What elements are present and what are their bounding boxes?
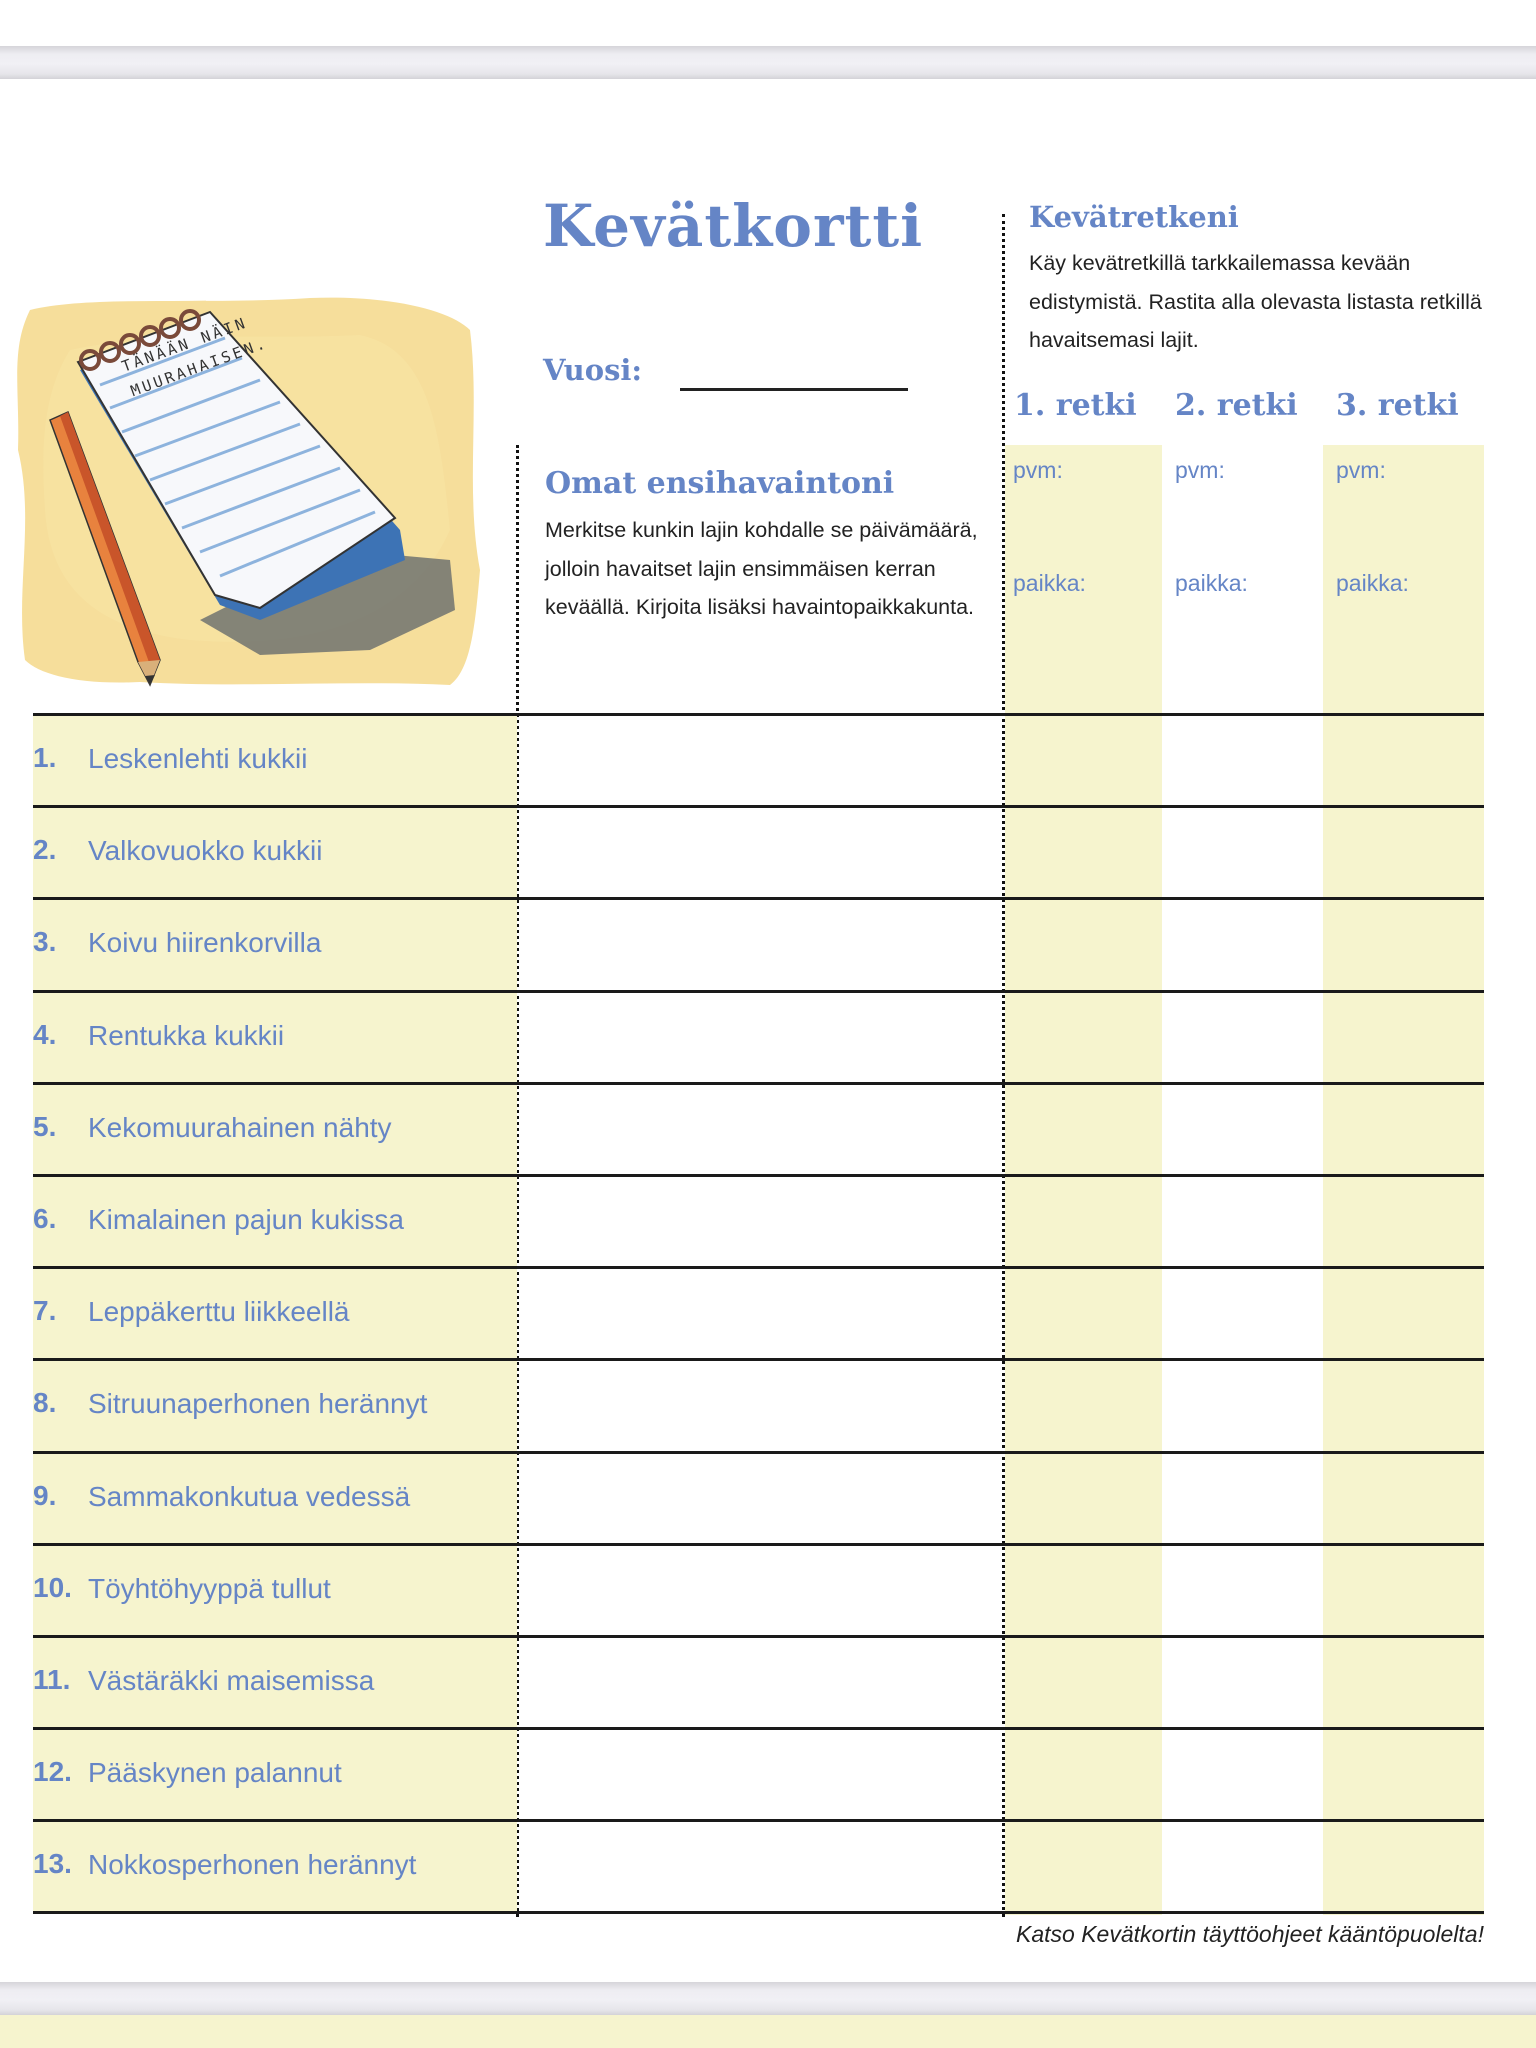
- top-page-separator: [0, 46, 1536, 79]
- species-name: Sitruunaperhonen herännyt: [88, 1388, 428, 1420]
- year-label: Vuosi:: [543, 353, 643, 387]
- species-number: 5.: [33, 1110, 57, 1142]
- trip-3-check-cell[interactable]: [1323, 900, 1484, 989]
- first-observation-cell[interactable]: [519, 1085, 1003, 1174]
- species-number: 4.: [33, 1018, 57, 1050]
- species-name: Sammakonkutua vedessä: [88, 1480, 411, 1512]
- species-number: 9.: [33, 1479, 57, 1511]
- species-number: 3.: [33, 926, 57, 958]
- species-row: [33, 1266, 1484, 1358]
- trip-2-check-cell[interactable]: [1162, 1269, 1323, 1358]
- species-number: 6.: [33, 1202, 57, 1234]
- species-name: Valkovuokko kukkii: [88, 835, 323, 867]
- trip-2-date-field[interactable]: pvm:: [1175, 457, 1225, 483]
- trip-3-check-cell[interactable]: [1323, 1085, 1484, 1174]
- trips-title: Kevätretkeni: [1029, 200, 1239, 234]
- first-observation-cell[interactable]: [519, 993, 1003, 1082]
- species-name: Koivu hiirenkorvilla: [88, 927, 322, 959]
- trip-2-check-cell[interactable]: [1162, 1546, 1323, 1635]
- trip-3-check-cell[interactable]: [1323, 1269, 1484, 1358]
- species-row: [33, 990, 1484, 1082]
- trip-1-check-cell[interactable]: [1005, 1730, 1162, 1819]
- species-name: Leppäkerttu liikkeellä: [88, 1296, 350, 1328]
- trip-1-header: 1. retki: [1014, 388, 1137, 423]
- trip-1-date-field[interactable]: pvm:: [1013, 457, 1063, 483]
- trip-2-check-cell[interactable]: [1162, 808, 1323, 897]
- own-observations-title: Omat ensihavaintoni: [545, 466, 895, 501]
- first-observation-cell[interactable]: [519, 1638, 1003, 1727]
- trip-1-check-cell[interactable]: [1005, 1085, 1162, 1174]
- first-observation-cell[interactable]: [519, 1454, 1003, 1543]
- species-row: [33, 1174, 1484, 1266]
- trip-3-check-cell[interactable]: [1323, 808, 1484, 897]
- species-label-cell: [33, 808, 517, 897]
- species-name: Nokkosperhonen herännyt: [88, 1849, 417, 1881]
- first-observation-cell[interactable]: [519, 1177, 1003, 1266]
- trip-3-check-cell[interactable]: [1323, 1730, 1484, 1819]
- trip-3-check-cell[interactable]: [1323, 1822, 1484, 1911]
- species-row: [33, 805, 1484, 897]
- trip-1-check-cell[interactable]: [1005, 1269, 1162, 1358]
- trip-2-place-field[interactable]: paikka:: [1175, 570, 1248, 596]
- species-name: Pääskynen palannut: [88, 1757, 342, 1789]
- trip-3-check-cell[interactable]: [1323, 1546, 1484, 1635]
- trip-1-check-cell[interactable]: [1005, 808, 1162, 897]
- trip-1-check-cell[interactable]: [1005, 1822, 1162, 1911]
- species-label-cell: [33, 1361, 517, 1450]
- species-number: 12.: [33, 1756, 72, 1788]
- trip-1-check-cell[interactable]: [1005, 1177, 1162, 1266]
- species-label-cell: [33, 900, 517, 989]
- species-row: [33, 1819, 1484, 1911]
- trip-3-header: 3. retki: [1336, 388, 1459, 423]
- species-table: [33, 713, 1484, 1914]
- trip-2-header: 2. retki: [1175, 388, 1298, 423]
- species-label-cell: [33, 1177, 517, 1266]
- table-bottom-rule: [33, 1911, 1484, 1914]
- species-name: Töyhtöhyyppä tullut: [88, 1572, 331, 1604]
- trip-3-check-cell[interactable]: [1323, 1361, 1484, 1450]
- trip-1-check-cell[interactable]: [1005, 1546, 1162, 1635]
- species-row: [33, 1451, 1484, 1543]
- trip-3-check-cell[interactable]: [1323, 1454, 1484, 1543]
- species-row: [33, 1082, 1484, 1174]
- species-label-cell: [33, 1269, 517, 1358]
- first-observation-cell[interactable]: [519, 716, 1003, 805]
- trip-3-check-cell[interactable]: [1323, 1177, 1484, 1266]
- species-row: [33, 1727, 1484, 1819]
- card-title: Kevätkortti: [543, 192, 924, 260]
- first-observation-cell[interactable]: [519, 1546, 1003, 1635]
- trip-1-check-cell[interactable]: [1005, 900, 1162, 989]
- own-observations-instructions: Merkitse kunkin lajin kohdalle se päivämäärä, jolloin havaitset lajin ensimmäisen kerran keväällä. Kirjoita lisäksi havaintopaikkakunta.: [545, 518, 978, 619]
- first-observation-cell[interactable]: [519, 1269, 1003, 1358]
- species-label-cell: [33, 1454, 517, 1543]
- species-row: [33, 1543, 1484, 1635]
- trip-1-place-field[interactable]: paikka:: [1013, 570, 1086, 596]
- trip-1-check-cell[interactable]: [1005, 716, 1162, 805]
- trip-2-check-cell[interactable]: [1162, 1177, 1323, 1266]
- first-observation-cell[interactable]: [519, 808, 1003, 897]
- trip-3-check-cell[interactable]: [1323, 993, 1484, 1082]
- species-row: [33, 1635, 1484, 1727]
- species-name: Leskenlehti kukkii: [88, 743, 308, 774]
- trip-1-check-cell[interactable]: [1005, 1361, 1162, 1450]
- species-row: [33, 713, 1484, 805]
- trip-1-check-cell[interactable]: [1005, 1454, 1162, 1543]
- trip-2-check-cell[interactable]: [1162, 1085, 1323, 1174]
- species-name: Kimalainen pajun kukissa: [88, 1203, 404, 1235]
- species-name: Kekomuurahainen nähty: [88, 1111, 392, 1143]
- trip-3-place-field[interactable]: paikka:: [1336, 570, 1409, 596]
- trip-3-date-field[interactable]: pvm:: [1336, 457, 1386, 483]
- trip-2-check-cell[interactable]: [1162, 993, 1323, 1082]
- species-number: 7.: [33, 1295, 57, 1327]
- notebook-handwritten-text: TÄNÄÄN NÄIN MUURAHAISEN.: [119, 313, 271, 401]
- species-number: 11.: [33, 1663, 71, 1695]
- trip-2-check-cell[interactable]: [1162, 716, 1323, 805]
- first-observation-cell[interactable]: [519, 1361, 1003, 1450]
- species-label-cell: [33, 1085, 517, 1174]
- bottom-page-separator: [0, 1982, 1536, 2015]
- next-page-edge: [0, 2015, 1536, 2048]
- trips-instructions: Käy kevätretkillä tarkkailemassa kevään edistymistä. Rastita alla olevasta listasta retkillä havaitsemasi lajit.: [1029, 251, 1482, 352]
- species-row: [33, 1358, 1484, 1450]
- species-label-cell: [33, 993, 517, 1082]
- species-name: Västäräkki maisemissa: [88, 1664, 375, 1696]
- trip-3-check-cell[interactable]: [1323, 716, 1484, 805]
- species-number: 2.: [33, 834, 57, 866]
- trip-1-check-cell[interactable]: [1005, 993, 1162, 1082]
- species-row: [33, 897, 1484, 989]
- year-input-line[interactable]: [680, 388, 908, 391]
- first-observation-cell[interactable]: [519, 1822, 1003, 1911]
- species-name: Rentukka kukkii: [88, 1019, 285, 1051]
- species-label-cell: [33, 1730, 517, 1819]
- trip-1-check-cell[interactable]: [1005, 1638, 1162, 1727]
- species-label-cell: [33, 1638, 517, 1727]
- species-label-cell: [33, 716, 517, 805]
- first-observation-cell[interactable]: [519, 900, 1003, 989]
- species-number: 1.: [33, 742, 57, 773]
- species-number: 13.: [33, 1848, 72, 1880]
- trip-2-check-cell[interactable]: [1162, 1454, 1323, 1543]
- footer-note: Katso Kevätkortin täyttöohjeet kääntöpuolelta!: [1016, 1921, 1484, 1947]
- trip-3-check-cell[interactable]: [1323, 1638, 1484, 1727]
- trip-2-check-cell[interactable]: [1162, 900, 1323, 989]
- species-number: 10.: [33, 1571, 72, 1603]
- trip-2-check-cell[interactable]: [1162, 1361, 1323, 1450]
- trip-2-check-cell[interactable]: [1162, 1730, 1323, 1819]
- trip-2-check-cell[interactable]: [1162, 1638, 1323, 1727]
- species-number: 8.: [33, 1387, 57, 1419]
- species-label-cell: [33, 1546, 517, 1635]
- first-observation-cell[interactable]: [519, 1730, 1003, 1819]
- species-label-cell: [33, 1822, 517, 1911]
- trip-2-check-cell[interactable]: [1162, 1822, 1323, 1911]
